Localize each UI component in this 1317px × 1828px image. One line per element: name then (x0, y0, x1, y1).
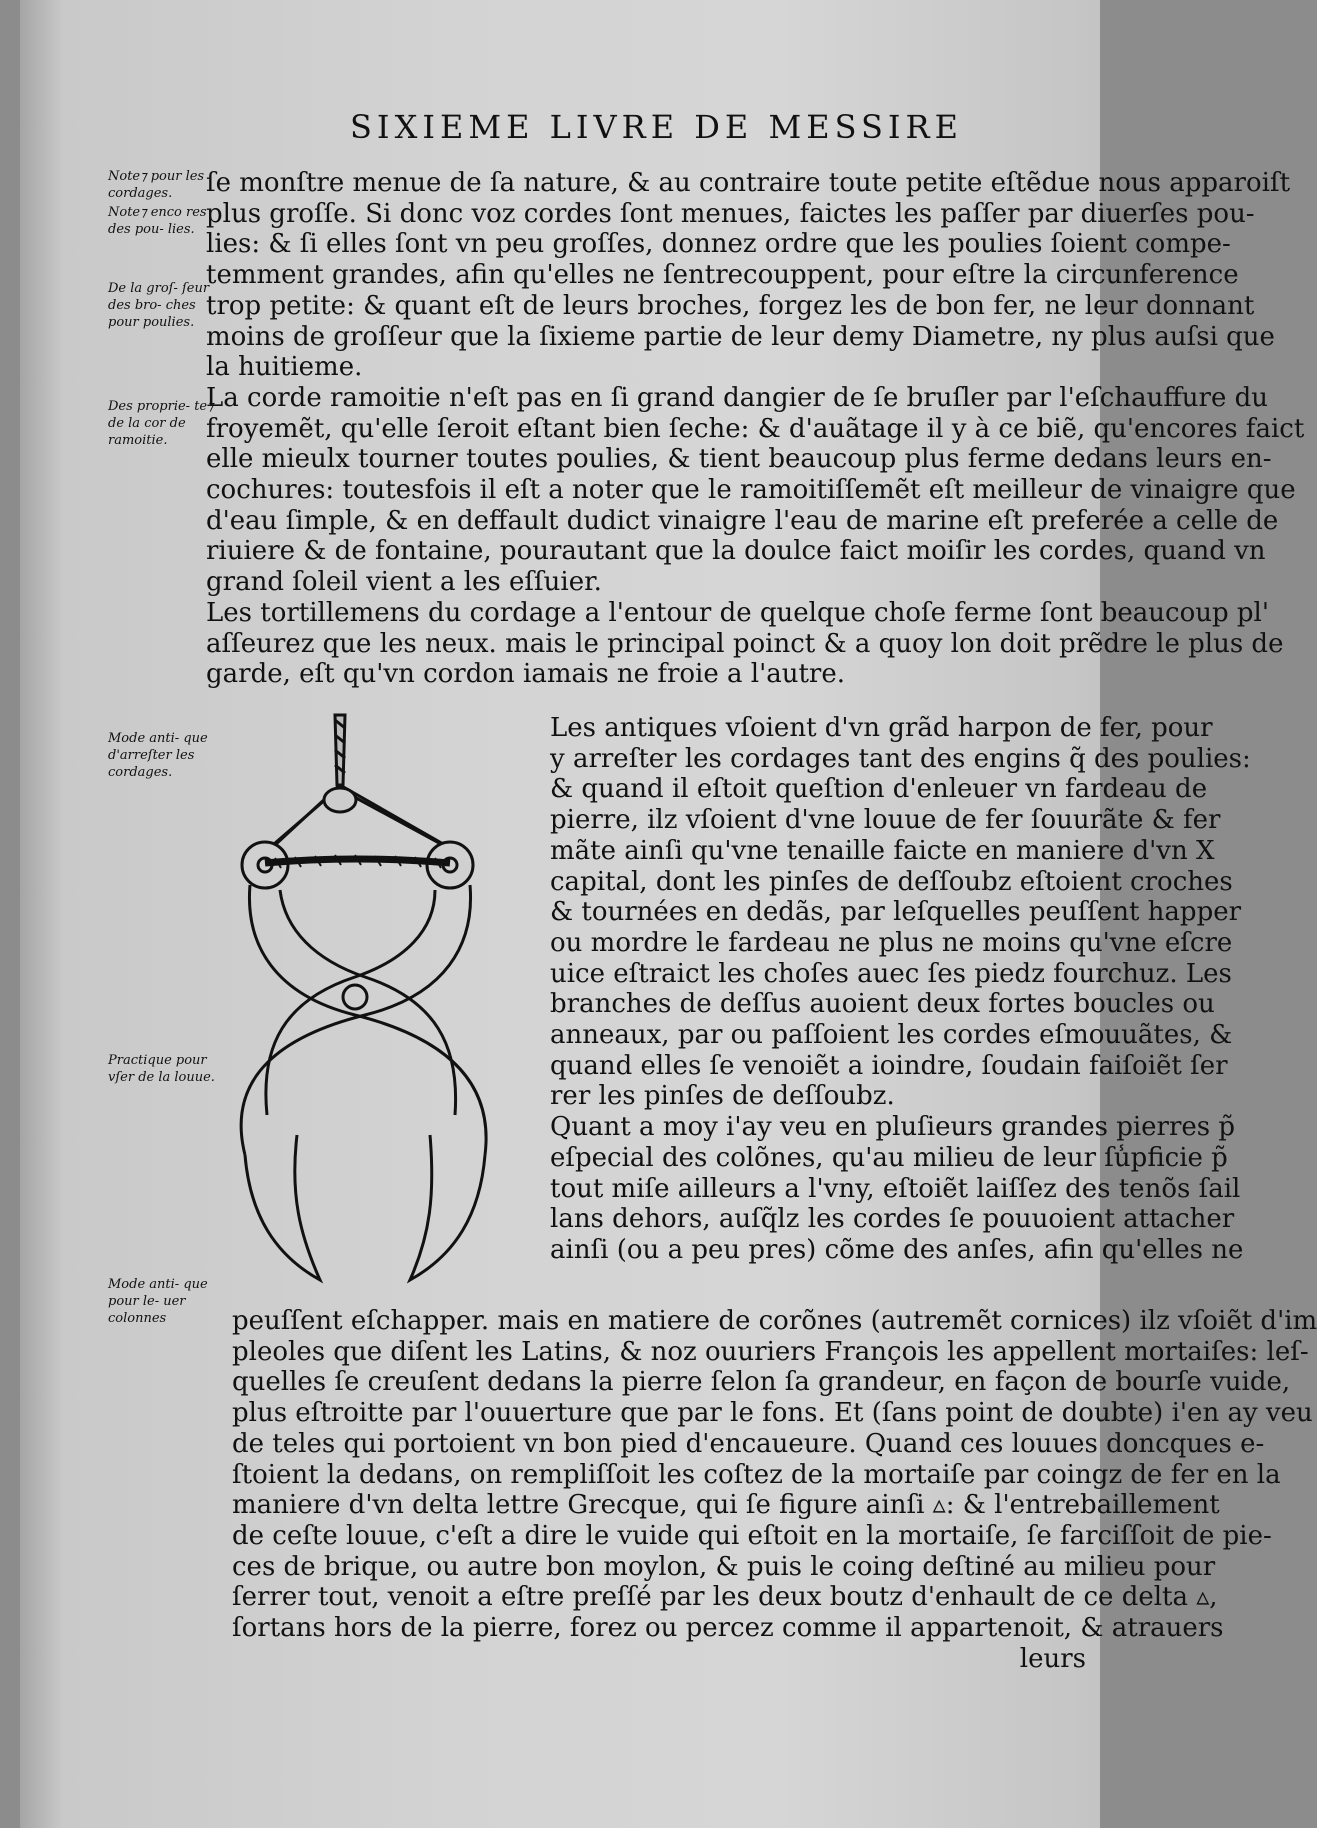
text-line: temment grandes, afin qu'elles ne ſentrecouppent, pour eſtre la circunference (206, 260, 1239, 291)
text-line: de ceſte louue, c'eſt a dire le vuide qui eſtoit en la mortaiſe, ſe farciſſoit de pie- (232, 1520, 1272, 1551)
text-line: lies: & ſi elles ſont vn peu groſſes, donnez ordre que les poulies ſoient compe- (206, 229, 1231, 260)
text-line: garde, eſt qu'vn cordon iamais ne froie a l'autre. (206, 659, 846, 690)
text-line: & quand il eſtoit queſtion d'enleuer vn fardeau de (550, 774, 1208, 805)
text-line: Quant a moy i'ay veu en pluſieurs grandes pierres p̃ (550, 1112, 1236, 1143)
running-header: SIXIEME LIVRE DE MESSIRE (350, 108, 963, 146)
text-line: grand ſoleil vient a les eſſuier. (206, 567, 602, 598)
text-line: riuiere & de fontaine, pourautant que la doulce faict moiſir les cordes, quand vn (206, 536, 1266, 567)
book-page (20, 0, 1317, 1828)
text-line: froyemẽt, qu'elle ſeroit eſtant bien ſeche: & d'auãtage il y à ce biẽ, qu'encores faict (206, 413, 1305, 444)
text-line: mãte ainſi qu'vne tenaille faicte en maniere d'vn X (550, 835, 1215, 866)
text-line: lans dehors, auſq̃lz les cordes ſe pouuoient attacher (550, 1204, 1235, 1235)
margin-note-louue: Practique pour vſer de la louue. (108, 1053, 215, 1085)
text-line: anneaux, par ou paſſoient les cordes eſmouuãtes, & (550, 1020, 1233, 1051)
text-line: maniere d'vn delta lettre Grecque, qui ſe figure ainſi ▵: & l'entrebaillement (232, 1490, 1220, 1521)
text-line: ou mordre le fardeau ne plus ne moins qu'vne eſcre (550, 927, 1233, 958)
margin-note-colonnes: Mode anti- que pour le- uer colonnes (108, 1277, 208, 1326)
text-line: plus groſſe. Si donc voz cordes ſont menues, faictes les paſſer par diuerſes pou- (206, 198, 1255, 229)
text-line: branches de deſſus auoient deux fortes boucles ou (550, 989, 1215, 1020)
text-line: ainſi (ou a peu pres) cõme des anſes, afin qu'elles ne (550, 1234, 1244, 1265)
text-line: de teles qui portoient vn bon pied d'encaueure. Quand ces louues doncques e- (232, 1428, 1265, 1459)
margin-note-corde-ramoitie: Des proprie- te⁊ de la cor de ramoitie. (108, 399, 214, 448)
text-line: La corde ramoitie n'eſt pas en ſi grand dangier de ſe bruſler par l'eſchauffure du (206, 382, 1269, 413)
text-line: la huitieme. (206, 352, 363, 383)
text-line: ſerrer tout, venoit a eſtre preſſé par les deux boutz d'enhault de ce delta ▵, (232, 1582, 1218, 1613)
text-line: tout miſe ailleurs a l'vny, eſtoiẽt laiſſez des tenõs ſail (550, 1173, 1241, 1204)
text-line: eſpecial des colõnes, qu'au milieu de leur ſu̾pficie p̃ (550, 1142, 1228, 1173)
text-block-bottom (232, 1306, 1317, 1674)
text-line: rer les pinſes de deſſoubz. (550, 1081, 895, 1112)
text-line: moins de groſſeur que la ſixieme partie de leur demy Diametre, ny plus auſsi que (206, 321, 1275, 352)
text-line: Les antiques vſoient d'vn grãd harpon de fer, pour (550, 713, 1213, 743)
text-line: capital, dont les pinſes de deſſoubz eſtoient croches (550, 866, 1233, 897)
text-line: uice eſtraict les choſes auec ſes piedz fourchuz. Les (550, 958, 1232, 989)
text-line: quand elles ſe venoiẽt a ioindre, ſoudain faiſoiẽt ſer (550, 1050, 1228, 1081)
text-line: peuſſent eſchapper. mais en matiere de corõnes (autremẽt cornices) ilz vſoiẽt d'im (232, 1306, 1317, 1336)
text-block-side (550, 713, 1251, 1266)
text-line: cochures: toutesfois il eſt a noter que le ramoitiſſemẽt eſt meilleur de vinaigre que (206, 475, 1296, 506)
text-line: y arreſter les cordages tant des engins q̃ des poulies: (550, 743, 1251, 774)
margin-note-arrester: Mode anti- que d'arreſter les cordages. (108, 731, 208, 780)
catchword: leurs (1019, 1643, 1086, 1674)
text-line: pierre, ilz vſoient d'vne louue de fer ſouurãte & fer (550, 805, 1221, 836)
text-line: & tournées en dedãs, par leſquelles peuſſent happer (550, 897, 1242, 928)
text-line: Les tortillemens du cordage a l'entour de quelque choſe ferme ſont beaucoup pl' (206, 597, 1269, 628)
text-line: quelles ſe creuſent dedans la pierre ſelon ſa grandeur, en façon de bourſe vuide, (232, 1367, 1291, 1398)
margin-note-grosseur: De la groſ- ſeur des bro- ches pour poulies. (108, 281, 210, 330)
text-line: trop petite: & quant eſt de leurs broches, forgez les de bon fer, ne leur donnant (206, 290, 1255, 321)
margin-note-poulies: Note⁊ enco res des pou- lies. (108, 205, 207, 237)
text-line: ſortans hors de la pierre, forez ou percez comme il appartenoit, & atrauers (232, 1613, 1224, 1644)
text-line: plus eſtroitte par l'ouuerture que par le fons. Et (ſans point de doubte) i'en ay veu (232, 1398, 1313, 1429)
text-block-top (206, 168, 1305, 690)
text-line: elle mieulx tourner toutes poulies, & tient beaucoup plus ferme dedans leurs en- (206, 444, 1272, 475)
text-line: ſtoient la dedans, on rempliſſoit les coſtez de la mortaiſe par coingz de fer en la (232, 1459, 1281, 1490)
text-line: aſſeurez que les neux. mais le principal poinct & a quoy lon doit prẽdre le plus de (206, 628, 1284, 659)
text-line: ces de brique, ou autre bon moylon, & puis le coing deſtiné au milieu pour (232, 1551, 1216, 1582)
louue-tongs-illustration (245, 715, 535, 1305)
text-line: ſe monſtre menue de ſa nature, & au contraire toute petite eſtẽdue nous apparoiſt (206, 168, 1291, 198)
margin-note-cordages: Note⁊ pour les cordages. (108, 169, 205, 201)
text-line: d'eau ſimple, & en deffault dudict vinaigre l'eau de marine eſt preferée a celle de (206, 505, 1279, 536)
text-line: pleoles que diſent les Latins, & noz ouuriers François les appellent mortaiſes: leſ- (232, 1336, 1309, 1367)
